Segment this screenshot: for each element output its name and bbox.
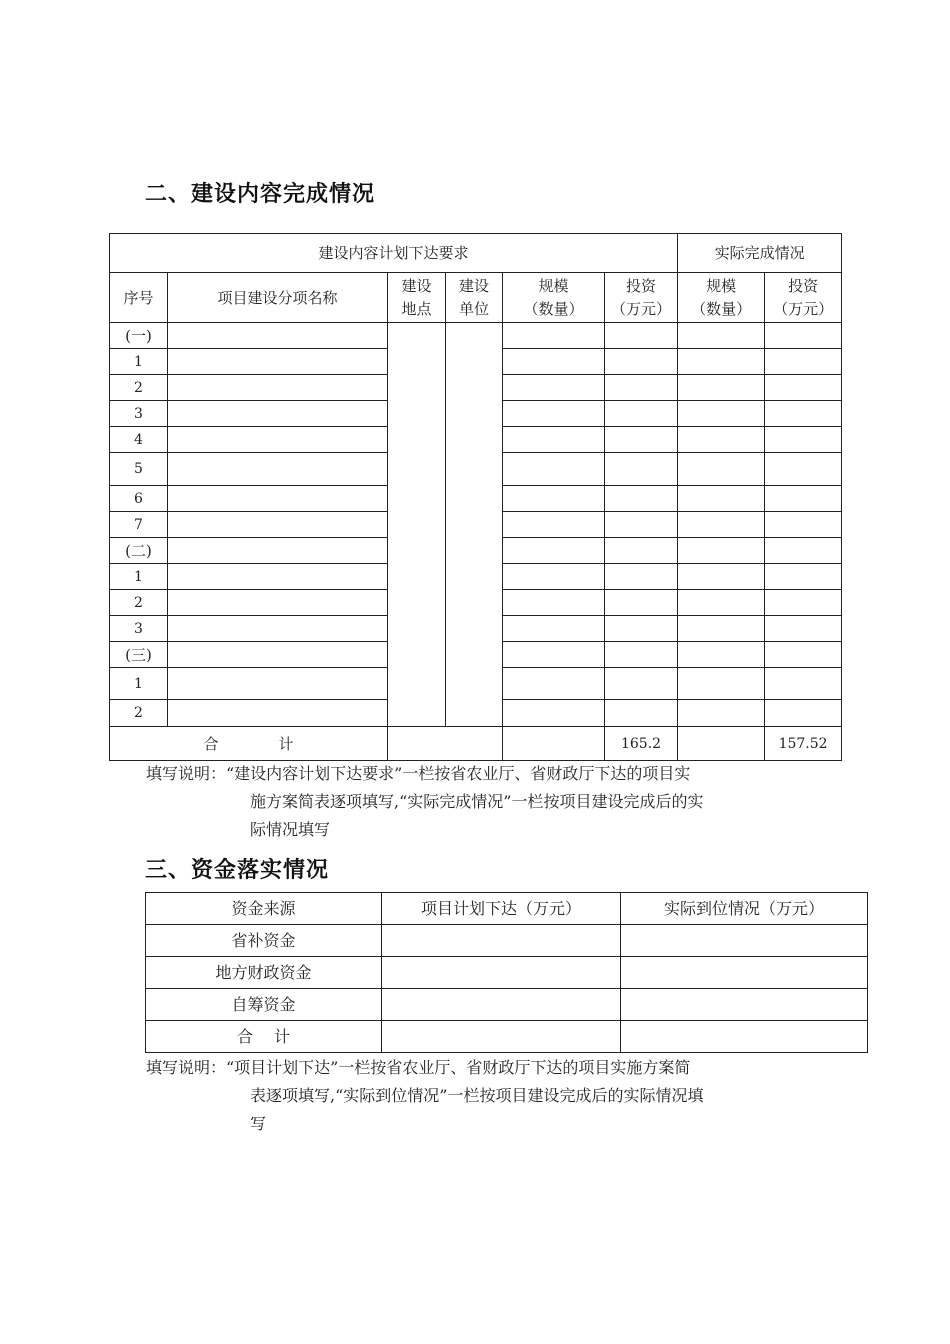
row-seq: 4 xyxy=(110,427,168,453)
actual-amount-cell[interactable] xyxy=(621,989,868,1021)
actual-scale-cell[interactable] xyxy=(678,538,765,564)
actual-invest-cell[interactable] xyxy=(765,700,842,727)
row-seq: (一) xyxy=(110,323,168,349)
actual-invest-cell[interactable] xyxy=(765,401,842,427)
col-scale-header: 规模 （数量） xyxy=(503,273,605,323)
actual-invest-cell[interactable] xyxy=(765,590,842,616)
row-seq: 1 xyxy=(110,564,168,590)
row-name-cell[interactable] xyxy=(168,538,388,564)
note-line: 填写说明：“项目计划下达”一栏按省农业厅、省财政厅下达的项目实施方案简 xyxy=(146,1058,691,1077)
actual-scale-cell[interactable] xyxy=(678,642,765,668)
section3-note xyxy=(146,1054,826,1138)
scale-cell[interactable] xyxy=(503,642,605,668)
construction-table xyxy=(109,233,842,761)
funding-source-label: 省补资金 xyxy=(146,925,382,957)
scale-cell[interactable] xyxy=(503,564,605,590)
actual-invest-cell[interactable] xyxy=(765,642,842,668)
actual-amount-cell[interactable] xyxy=(621,925,868,957)
invest-cell[interactable] xyxy=(605,668,678,700)
actual-invest-cell[interactable] xyxy=(765,538,842,564)
row-name-cell[interactable] xyxy=(168,323,388,349)
scale-cell[interactable] xyxy=(503,349,605,375)
row-seq: (二) xyxy=(110,538,168,564)
invest-cell[interactable] xyxy=(605,538,678,564)
actual-invest-cell[interactable] xyxy=(765,668,842,700)
row-name-cell[interactable] xyxy=(168,486,388,512)
total-actual-scale-cell[interactable] xyxy=(678,727,765,761)
invest-cell[interactable] xyxy=(605,616,678,642)
actual-scale-cell[interactable] xyxy=(678,453,765,486)
funding-total-label: 合 计 xyxy=(146,1021,382,1053)
plan-amount-cell[interactable] xyxy=(382,957,621,989)
col-actual-scale-header: 规模 （数量） xyxy=(678,273,765,323)
row-name-cell[interactable] xyxy=(168,668,388,700)
row-name-cell[interactable] xyxy=(168,375,388,401)
section2-note xyxy=(146,760,826,844)
note-line: 际情况填写 xyxy=(250,820,331,839)
col-unit-header: 建设 单位 xyxy=(446,273,503,323)
row-name-cell[interactable] xyxy=(168,642,388,668)
col-invest-header: 投资 （万元） xyxy=(605,273,678,323)
total-label: 合 计 xyxy=(110,727,388,761)
actual-scale-cell[interactable] xyxy=(678,700,765,727)
actual-scale-cell[interactable] xyxy=(678,427,765,453)
total-plan-invest[interactable]: 165.2 xyxy=(605,727,678,761)
scale-cell[interactable] xyxy=(503,616,605,642)
actual-invest-cell[interactable] xyxy=(765,564,842,590)
total-actual-invest[interactable]: 157.52 xyxy=(765,727,842,761)
actual-invest-cell[interactable] xyxy=(765,486,842,512)
scale-cell[interactable] xyxy=(503,375,605,401)
funding-table xyxy=(145,892,868,1053)
invest-cell[interactable] xyxy=(605,323,678,349)
row-seq: 5 xyxy=(110,453,168,486)
actual-invest-cell[interactable] xyxy=(765,375,842,401)
col-actual-header: 实际到位情况（万元） xyxy=(621,893,868,925)
actual-amount-cell[interactable] xyxy=(621,957,868,989)
row-seq: (三) xyxy=(110,642,168,668)
actual-scale-cell[interactable] xyxy=(678,512,765,538)
row-seq: 7 xyxy=(110,512,168,538)
invest-cell[interactable] xyxy=(605,512,678,538)
invest-cell[interactable] xyxy=(605,486,678,512)
row-seq: 1 xyxy=(110,668,168,700)
group-plan-header: 建设内容计划下达要求 xyxy=(110,234,678,273)
row-seq: 2 xyxy=(110,590,168,616)
total-location-unit-cell[interactable] xyxy=(388,727,503,761)
section2-title: 二、建设内容完成情况 xyxy=(145,182,376,207)
col-seq-header: 序号 xyxy=(110,273,168,323)
row-seq: 1 xyxy=(110,349,168,375)
scale-cell[interactable] xyxy=(503,486,605,512)
scale-cell[interactable] xyxy=(503,538,605,564)
row-name-cell[interactable] xyxy=(168,427,388,453)
total-scale-cell[interactable] xyxy=(503,727,605,761)
scale-cell[interactable] xyxy=(503,590,605,616)
invest-cell[interactable] xyxy=(605,453,678,486)
actual-scale-cell[interactable] xyxy=(678,349,765,375)
unit-cell[interactable] xyxy=(446,323,503,727)
row-seq: 2 xyxy=(110,375,168,401)
scale-cell[interactable] xyxy=(503,401,605,427)
actual-scale-cell[interactable] xyxy=(678,668,765,700)
col-location-header: 建设 地点 xyxy=(388,273,446,323)
actual-scale-cell[interactable] xyxy=(678,486,765,512)
note-line: 写 xyxy=(250,1114,267,1133)
section3-title: 三、资金落实情况 xyxy=(145,858,330,883)
location-cell[interactable] xyxy=(388,323,446,727)
col-source-header: 资金来源 xyxy=(146,893,382,925)
row-seq: 3 xyxy=(110,401,168,427)
actual-invest-cell[interactable] xyxy=(765,616,842,642)
invest-cell[interactable] xyxy=(605,564,678,590)
row-seq: 6 xyxy=(110,486,168,512)
scale-cell[interactable] xyxy=(503,700,605,727)
scale-cell[interactable] xyxy=(503,323,605,349)
actual-scale-cell[interactable] xyxy=(678,590,765,616)
row-name-cell[interactable] xyxy=(168,616,388,642)
row-name-cell[interactable] xyxy=(168,590,388,616)
col-actual-invest-header: 投资 （万元） xyxy=(765,273,842,323)
actual-scale-cell[interactable] xyxy=(678,401,765,427)
group-actual-header: 实际完成情况 xyxy=(678,234,842,273)
actual-invest-cell[interactable] xyxy=(765,323,842,349)
row-name-cell[interactable] xyxy=(168,453,388,486)
row-seq: 2 xyxy=(110,700,168,727)
invest-cell[interactable] xyxy=(605,349,678,375)
scale-cell[interactable] xyxy=(503,668,605,700)
row-seq: 3 xyxy=(110,616,168,642)
funding-source-label: 自筹资金 xyxy=(146,989,382,1021)
note-line: 施方案简表逐项填写,“实际完成情况”一栏按项目建设完成后的实 xyxy=(250,792,704,811)
plan-amount-cell[interactable] xyxy=(382,1021,621,1053)
actual-amount-cell[interactable] xyxy=(621,1021,868,1053)
invest-cell[interactable] xyxy=(605,401,678,427)
plan-amount-cell[interactable] xyxy=(382,989,621,1021)
plan-amount-cell[interactable] xyxy=(382,925,621,957)
actual-invest-cell[interactable] xyxy=(765,349,842,375)
invest-cell[interactable] xyxy=(605,642,678,668)
invest-cell[interactable] xyxy=(605,590,678,616)
actual-invest-cell[interactable] xyxy=(765,512,842,538)
actual-scale-cell[interactable] xyxy=(678,616,765,642)
invest-cell[interactable] xyxy=(605,375,678,401)
scale-cell[interactable] xyxy=(503,427,605,453)
row-name-cell[interactable] xyxy=(168,401,388,427)
actual-scale-cell[interactable] xyxy=(678,375,765,401)
col-name-header: 项目建设分项名称 xyxy=(168,273,388,323)
scale-cell[interactable] xyxy=(503,512,605,538)
scale-cell[interactable] xyxy=(503,453,605,486)
row-name-cell[interactable] xyxy=(168,512,388,538)
invest-cell[interactable] xyxy=(605,700,678,727)
row-name-cell[interactable] xyxy=(168,349,388,375)
invest-cell[interactable] xyxy=(605,427,678,453)
actual-invest-cell[interactable] xyxy=(765,453,842,486)
actual-invest-cell[interactable] xyxy=(765,427,842,453)
col-plan-header: 项目计划下达（万元） xyxy=(382,893,621,925)
funding-source-label: 地方财政资金 xyxy=(146,957,382,989)
actual-scale-cell[interactable] xyxy=(678,323,765,349)
note-line: 表逐项填写,“实际到位情况”一栏按项目建设完成后的实际情况填 xyxy=(250,1086,704,1105)
actual-scale-cell[interactable] xyxy=(678,564,765,590)
row-name-cell[interactable] xyxy=(168,700,388,727)
note-line: 填写说明：“建设内容计划下达要求”一栏按省农业厅、省财政厅下达的项目实 xyxy=(146,764,691,783)
row-name-cell[interactable] xyxy=(168,564,388,590)
